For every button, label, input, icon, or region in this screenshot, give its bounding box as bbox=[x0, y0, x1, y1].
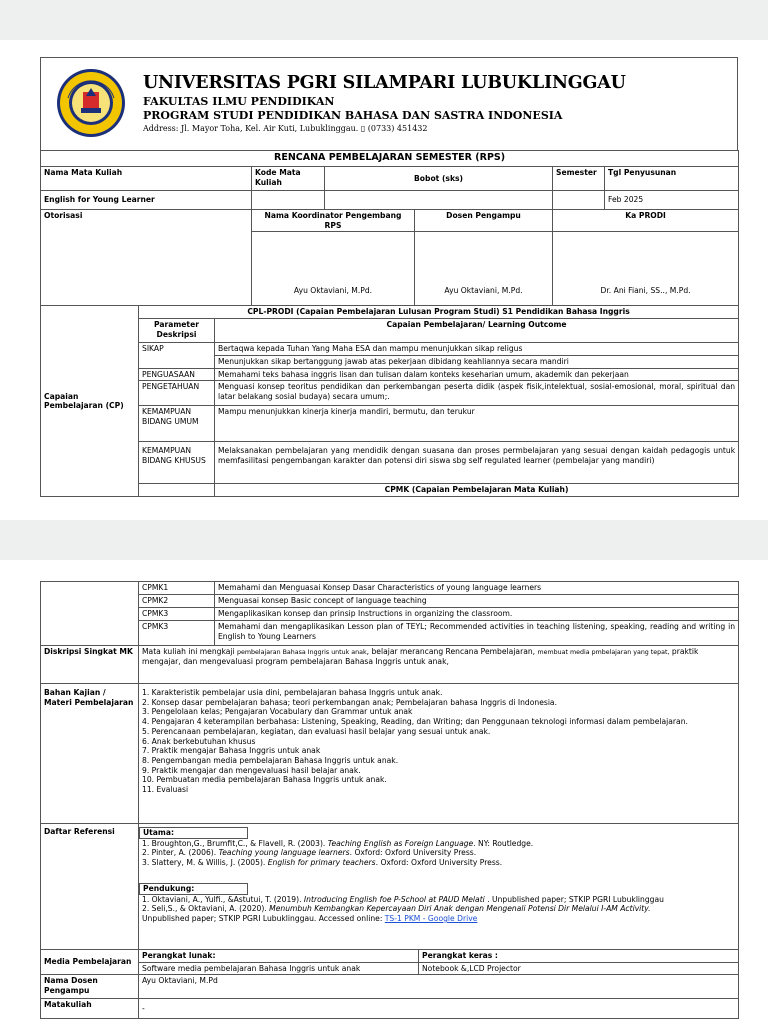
support-reference-item-cont: Unpublished paper; STKIP PGRI Lubuklinggau. Accessed online: TS-1 PKM - Google Drive bbox=[142, 914, 478, 924]
sikap-label: SIKAP bbox=[139, 343, 215, 368]
reference-item: 1. Broughton,G., Brumfit,C., & Flavell, R. (2003). Teaching English as Foreign Language. NY: Routledge. bbox=[142, 838, 534, 848]
description-label: Diskripsi Singkat MK bbox=[41, 646, 139, 684]
lecturer-label: Dosen Pengampu bbox=[415, 210, 553, 232]
lecturer-name-value: Ayu Oktaviani, M.Pd bbox=[139, 975, 739, 999]
cpmk-spacer bbox=[139, 484, 215, 497]
cpmk-blank bbox=[41, 582, 139, 646]
head-name: Dr. Ani Fiani, SS.., M.Pd. bbox=[553, 232, 739, 306]
coordinator-label: Nama Koordinator Pengembang RPS bbox=[252, 210, 415, 232]
sikap-2: Menunjukkan sikap bertanggung jawab atas pekerjaan dibidang keahliannya secara mandiri bbox=[215, 355, 739, 368]
head-label: Ka PRODI bbox=[553, 210, 739, 232]
outcome-header: Capaian Pembelajaran/ Learning Outcome bbox=[215, 319, 739, 343]
course-name-label: Nama Mata Kuliah bbox=[41, 167, 252, 191]
date-label: Tgl Penyusunan bbox=[605, 167, 739, 191]
course-code bbox=[252, 191, 325, 210]
faculty-name: FAKULTAS ILMU PENDIDIKAN bbox=[143, 95, 335, 108]
cpmk-text-4: Memahami dan mengaplikasikan Lesson plan of TEYL; Recommended activities in teaching listening, speaking, reading and writing in English to Young Learners bbox=[215, 621, 739, 646]
credits-label: Bobot (sks) bbox=[325, 167, 553, 191]
material-item: 2. Konsep dasar pembelajaran bahasa; teori perkembangan anak; Pembelajaran bahasa Inggris di Indonesia. bbox=[142, 697, 557, 707]
google-drive-link[interactable]: TS-1 PKM - Google Drive bbox=[384, 914, 478, 924]
authorization-label: Otorisasi bbox=[41, 210, 252, 306]
rps-table bbox=[40, 150, 739, 497]
rps-table-continued bbox=[40, 581, 739, 1019]
main-references-label: Utama: bbox=[139, 827, 248, 839]
material-item: 8. Pengembangan media pembelajaran Bahasa Inggris untuk anak. bbox=[142, 756, 399, 766]
material-item: 6. Anak berkebutuhan khusus bbox=[142, 736, 256, 746]
khusus-1: Melaksanakan pembelajaran yang mendidik dengan suasana dan proses permbelajaran yang sesuai dengan kaidah pedagogis untuk memfasilitasi pengembangan karakter dan potensi diri siswa sbg self regulated learner (pembelajar yang mandiri) bbox=[215, 442, 739, 484]
material-item: 9. Praktik mengajar dan mengevaluasi hasil belajar anak. bbox=[142, 765, 361, 775]
umum-label: KEMAMPUAN BIDANG UMUM bbox=[139, 406, 215, 442]
material-item: 4. Pengajaran 4 keterampilan berbahasa: Listening, Speaking, Reading, dan Writing; dan Penggunaan teknologi informasi dalam pembelajaran. bbox=[142, 717, 688, 727]
cp-label: Capaian Pembelajaran (CP) bbox=[41, 306, 139, 497]
semester-value bbox=[553, 191, 605, 210]
description-text: Mata kuliah ini mengkaji pembelajaran Bahasa Inggris untuk anak, belajar merancang Rencana Pembelajaran, membuat media pmbelajaran yang tepat, praktik mengajar, dan mengevaluasi program pembelajaran Bahasa Inggris untuk anak, bbox=[139, 646, 739, 684]
reference-item: 3. Slattery, M. & Willis, J. (2005). English for primary teachers. Oxford: Oxford University Press. bbox=[142, 858, 503, 868]
penguasaan-1: Memahami teks bahasa inggris lisan dan tulisan dalam konteks keseharian umum, akademik dan pekerjaan bbox=[215, 368, 739, 381]
prerequisite-label: Matakuliah bbox=[41, 999, 139, 1019]
semester-label: Semester bbox=[553, 167, 605, 191]
cpmk-text-3: Mengaplikasikan konsep dan prinsip Instructions in organizing the classroom. bbox=[215, 608, 739, 621]
program-name: PROGRAM STUDI PENDIDIKAN BAHASA DAN SASTRA INDONESIA bbox=[143, 109, 563, 122]
sikap-1: Bertaqwa kepada Tuhan Yang Maha ESA dan mampu menunjukkan sikap religus bbox=[215, 343, 739, 356]
letterhead bbox=[40, 57, 738, 150]
cpl-title: CPL-PRODI (Capaian Pembelajaran Lulusan Program Studi) S1 Pendidikan Bahasa Inggris bbox=[139, 306, 739, 319]
material-item: 5. Perencanaan pembelajaran, kegiatan, dan evaluasi hasil belajar yang sesuai untuk anak. bbox=[142, 726, 491, 736]
materials-list bbox=[139, 684, 739, 824]
support-reference-item: 2. Seli,S., & Oktaviani, A. (2020). Menumbuh Kembangkan Kepercayaan Diri Anak dengan Mengenali Potensi Dir Melalui I-AM Activity. bbox=[142, 904, 651, 914]
cpmk-code-1: CPMK1 bbox=[139, 582, 215, 595]
material-item: 1. Karakteristik pembelajar usia dini, pembelajaran bahasa Inggris untuk anak. bbox=[142, 688, 443, 697]
materials-label: Bahan Kajian / Materi Pembelajaran bbox=[41, 684, 139, 824]
penguasaan-2: Menguasi konsep teoritus pendidikan dan perkembangan peserta didik (aspek fisik,intelektual, sosial-emosional, moral, spiritual dan latar belakang sosial budaya) secara umum;. bbox=[215, 381, 739, 406]
references-label: Daftar Referensi bbox=[41, 824, 139, 950]
cpmk-code-2: CPMK2 bbox=[139, 595, 215, 608]
material-item: 3. Pengelolaan kelas; Pengajaran Vocabulary dan Grammar untuk anak bbox=[142, 707, 413, 717]
lecturer-name-label: Nama Dosen Pengampu bbox=[41, 975, 139, 999]
software-label: Perangkat lunak: bbox=[139, 950, 419, 963]
cpmk-title: CPMK (Capaian Pembelajaran Mata Kuliah) bbox=[215, 484, 739, 497]
umum-1: Mampu menunjukkan kinerja kinerja mandiri, bermutu, dan terukur bbox=[215, 406, 739, 442]
khusus-label: KEMAMPUAN BIDANG KHUSUS bbox=[139, 442, 215, 484]
hardware-label: Perangkat keras : bbox=[419, 950, 739, 963]
references-block bbox=[139, 824, 739, 950]
date-value: Feb 2025 bbox=[605, 191, 739, 210]
lecturer-name: Ayu Oktaviani, M.Pd. bbox=[415, 232, 553, 306]
coordinator-name: Ayu Oktaviani, M.Pd. bbox=[252, 232, 415, 306]
rps-title: RENCANA PEMBELAJARAN SEMESTER (RPS) bbox=[41, 151, 739, 167]
credits-value bbox=[325, 191, 553, 210]
material-item: 7. Praktik mengajar Bahasa Inggris untuk anak bbox=[142, 746, 321, 756]
param-header: Parameter Deskripsi bbox=[139, 319, 215, 343]
pengetahuan-label: PENGETAHUAN bbox=[139, 381, 215, 406]
support-references-label: Pendukung: bbox=[139, 883, 248, 895]
support-reference-item: 1. Oktaviani, A., Yulfi., &Astutui, T. (2019). Introducing English foe P-School at PAUD Melati . Unpublished paper; STKIP PGRI Lubuklinggau bbox=[142, 894, 664, 904]
cpmk-text-2: Menguasai konsep Basic concept of language teaching bbox=[215, 595, 739, 608]
software-value: Software media pembelajaran Bahasa Inggris untuk anak bbox=[139, 962, 419, 975]
cpmk-code-3: CPMK3 bbox=[139, 608, 215, 621]
university-name: UNIVERSITAS PGRI SILAMPARI LUBUKLINGGAU bbox=[143, 73, 626, 93]
material-item: 11. Evaluasi bbox=[142, 785, 189, 795]
prerequisite-value: - bbox=[139, 999, 739, 1019]
course-name: English for Young Learner bbox=[41, 191, 252, 210]
address: Address: Jl. Mayor Toha, Kel. Air Kuti, Lubuklinggau. ▯ (0733) 451432 bbox=[143, 124, 428, 133]
course-code-label: Kode Mata Kuliah bbox=[252, 167, 325, 191]
cpmk-code-4: CPMK3 bbox=[139, 621, 215, 646]
cpmk-text-1: Memahami dan Menguasai Konsep Dasar Characteristics of young language learners bbox=[215, 582, 739, 595]
hardware-value: Notebook &,LCD Projector bbox=[419, 962, 739, 975]
penguasaan-label: PENGUASAAN bbox=[139, 368, 215, 381]
university-logo bbox=[56, 68, 126, 138]
material-item: 10. Pembuatan media pembelajaran Bahasa Inggris untuk anak. bbox=[142, 775, 387, 785]
reference-item: 2. Pinter, A. (2006). Teaching young language learners. Oxford: Oxford University Press. bbox=[142, 848, 477, 858]
media-label: Media Pembelajaran bbox=[41, 950, 139, 975]
